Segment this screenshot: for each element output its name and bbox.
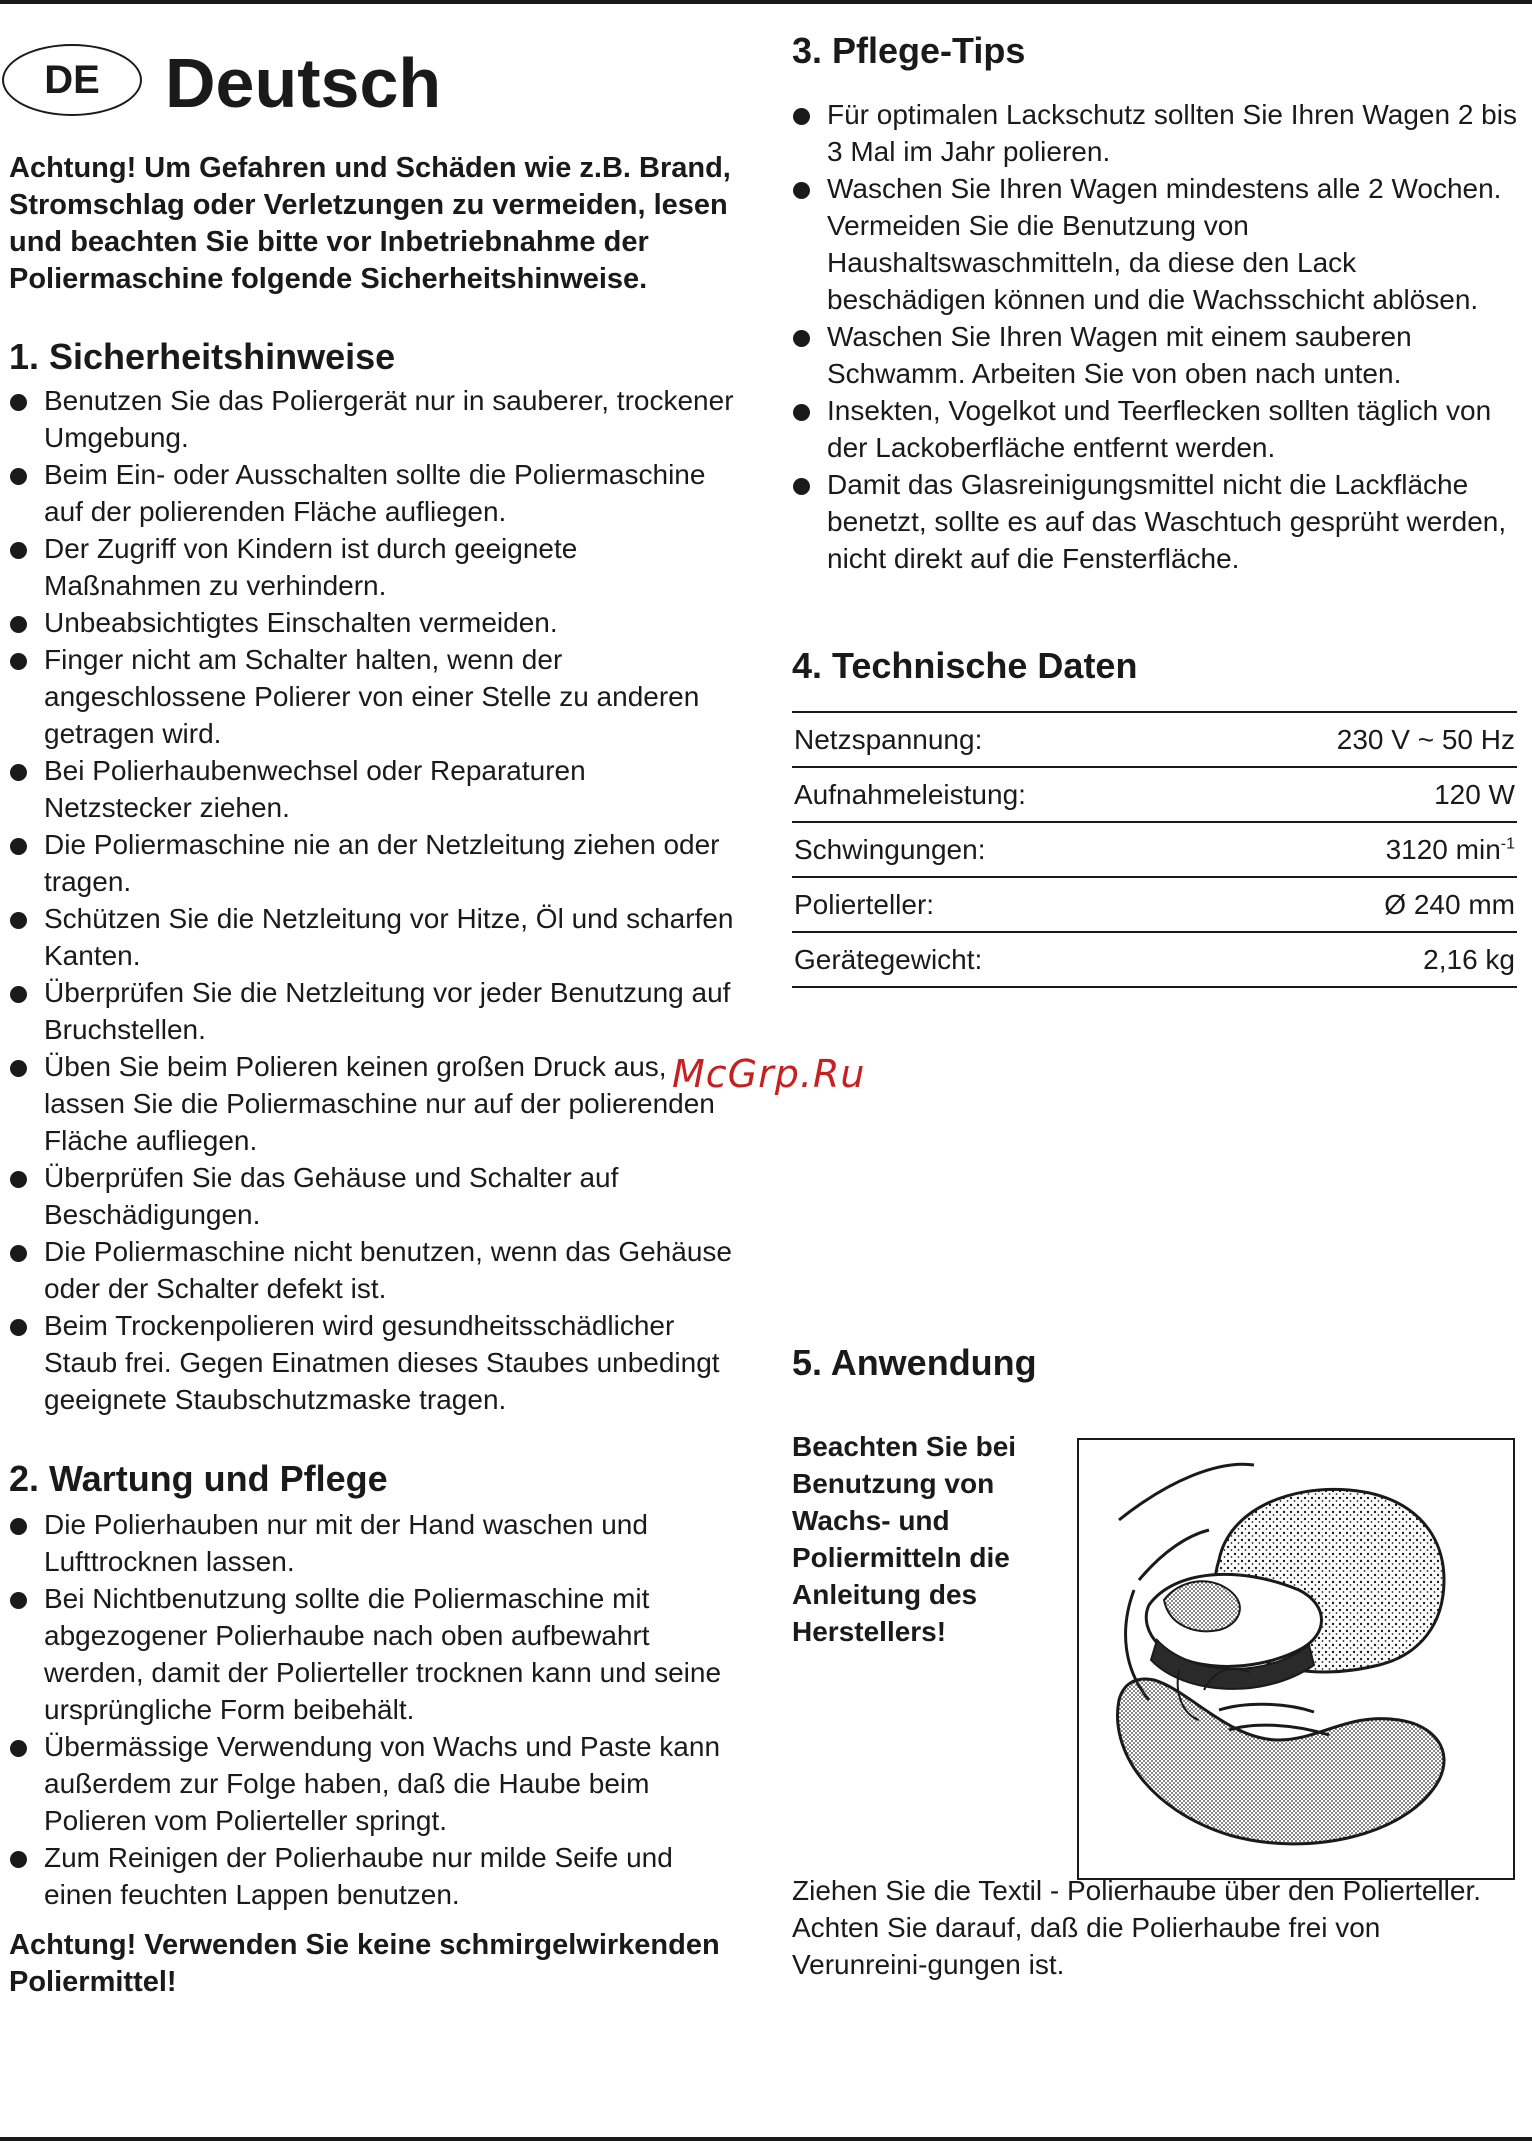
list-item: Insekten, Vogelkot und Teerflecken sollten täglich von der Lackoberfläche entfernt werden. bbox=[792, 392, 1517, 466]
list-item: Überprüfen Sie die Netzleitung vor jeder Benutzung auf Bruchstellen. bbox=[9, 974, 739, 1048]
list-item: Üben Sie beim Polieren keinen großen Druck aus, lassen Sie die Poliermaschine nur auf der polierenden Fläche aufliegen. bbox=[9, 1048, 739, 1159]
specs-table bbox=[792, 711, 1517, 988]
list-item: Benutzen Sie das Poliergerät nur in sauberer, trockener Umgebung. bbox=[9, 382, 739, 456]
list-item: Beim Ein- oder Ausschalten sollte die Poliermaschine auf der polierenden Fläche aufliegen. bbox=[9, 456, 739, 530]
spec-value-cell bbox=[1201, 822, 1517, 877]
list-item: Der Zugriff von Kindern ist durch geeignete Maßnahmen zu verhindern. bbox=[9, 530, 739, 604]
list-item: Schützen Sie die Netzleitung vor Hitze, Öl und scharfen Kanten. bbox=[9, 900, 739, 974]
list-item: Die Poliermaschine nie an der Netzleitung ziehen oder tragen. bbox=[9, 826, 739, 900]
list-item: Bei Nichtbenutzung sollte die Poliermaschine mit abgezogener Polierhaube nach oben aufbewahrt werden, damit der Polierteller trocknen kann und seine ursprüngliche Form beibehält. bbox=[9, 1580, 739, 1728]
table-row bbox=[792, 932, 1517, 987]
spec-label: Gerätegewicht: bbox=[792, 932, 1201, 987]
spec-value: 2,16 kg bbox=[1201, 932, 1517, 987]
list-item: Überprüfen Sie das Gehäuse und Schalter auf Beschädigungen. bbox=[9, 1159, 739, 1233]
spec-label: Schwingungen: bbox=[792, 822, 1201, 877]
spec-label: Aufnahmeleistung: bbox=[792, 767, 1201, 822]
spec-value: 230 V ~ 50 Hz bbox=[1201, 712, 1517, 767]
top-rule bbox=[0, 0, 1532, 4]
section5-text: Ziehen Sie die Textil - Polierhaube über den Polierteller. Achten Sie darauf, daß die Polierhaube frei von Verunreini-gungen ist. bbox=[792, 1875, 1482, 1980]
spec-value: 120 W bbox=[1201, 767, 1517, 822]
list-item: Beim Trockenpolieren wird gesundheitsschädlicher Staub frei. Gegen Einatmen dieses Staubes unbedingt geeignete Staubschutzmaske tragen. bbox=[9, 1307, 739, 1418]
section4-title: 4. Technische Daten bbox=[792, 645, 1138, 686]
polisher-hand-drawing bbox=[1079, 1440, 1513, 1878]
watermark: McGrp.Ru bbox=[672, 1052, 866, 1096]
spec-value: Ø 240 mm bbox=[1201, 877, 1517, 932]
table-row bbox=[792, 877, 1517, 932]
language-code: DE bbox=[44, 57, 100, 102]
list-item: Waschen Sie Ihren Wagen mindestens alle 2 Wochen. Vermeiden Sie die Benutzung von Haushaltswaschmitteln, da diese den Lack beschädigen können und die Wachsschicht ablösen. bbox=[792, 170, 1517, 318]
bottom-rule bbox=[0, 2137, 1532, 2141]
list-item: Die Poliermaschine nicht benutzen, wenn das Gehäuse oder der Schalter defekt ist. bbox=[9, 1233, 739, 1307]
section5-note: Beachten Sie bei Benutzung von Wachs- und Poliermitteln die Anleitung des Herstellers! bbox=[792, 1431, 1017, 1647]
table-row bbox=[792, 822, 1517, 877]
table-row bbox=[792, 712, 1517, 767]
spec-label: Netzspannung: bbox=[792, 712, 1201, 767]
table-row bbox=[792, 767, 1517, 822]
section3-title: 3. Pflege-Tips bbox=[792, 30, 1026, 71]
list-item: Damit das Glasreinigungsmittel nicht die Lackfläche benetzt, sollte es auf das Waschtuch gesprüht werden, nicht direkt auf die Fensterfläche. bbox=[792, 466, 1517, 577]
left-column bbox=[9, 150, 739, 2001]
section1-title: 1. Sicherheitshinweise bbox=[9, 336, 396, 377]
right-column bbox=[792, 28, 1517, 988]
list-item: Die Polierhauben nur mit der Hand waschen und Lufttrocknen lassen. bbox=[9, 1506, 739, 1580]
spec-exponent: -1 bbox=[1500, 835, 1515, 853]
intro-warning: Achtung! Um Gefahren und Schäden wie z.B. Brand, Stromschlag oder Verletzungen zu vermeiden, lesen und beachten Sie bitte vor Inbetriebnahme der Poliermaschine folgende Sicherheitshinweise. bbox=[9, 152, 731, 295]
section2-title: 2. Wartung und Pflege bbox=[9, 1458, 388, 1499]
list-item: Bei Polierhaubenwechsel oder Reparaturen Netzstecker ziehen. bbox=[9, 752, 739, 826]
list-item: Unbeabsichtigtes Einschalten vermeiden. bbox=[9, 604, 739, 641]
polisher-illustration bbox=[1077, 1438, 1515, 1880]
section3-list bbox=[792, 96, 1517, 577]
section1-list bbox=[9, 382, 739, 1418]
section5-title: 5. Anwendung bbox=[792, 1342, 1037, 1383]
spec-label: Polierteller: bbox=[792, 877, 1201, 932]
list-item: Zum Reinigen der Polierhaube nur milde Seife und einen feuchten Lappen benutzen. bbox=[9, 1839, 739, 1913]
list-item: Für optimalen Lackschutz sollten Sie Ihren Wagen 2 bis 3 Mal im Jahr polieren. bbox=[792, 96, 1517, 170]
section2-warning: Achtung! Verwenden Sie keine schmirgelwirkenden Poliermittel! bbox=[9, 1929, 720, 1998]
page-title: Deutsch bbox=[165, 44, 442, 122]
list-item: Finger nicht am Schalter halten, wenn der angeschlossene Polierer von einer Stelle zu anderen getragen wird. bbox=[9, 641, 739, 752]
spec-value: 3120 min bbox=[1385, 833, 1501, 865]
section2-list bbox=[9, 1506, 739, 1913]
section5 bbox=[792, 1340, 1517, 1980]
list-item: Waschen Sie Ihren Wagen mit einem sauberen Schwamm. Arbeiten Sie von oben nach unten. bbox=[792, 318, 1517, 392]
list-item: Übermässige Verwendung von Wachs und Paste kann außerdem zur Folge haben, daß die Haube beim Polieren vom Polierteller springt. bbox=[9, 1728, 739, 1839]
language-badge bbox=[2, 44, 142, 116]
